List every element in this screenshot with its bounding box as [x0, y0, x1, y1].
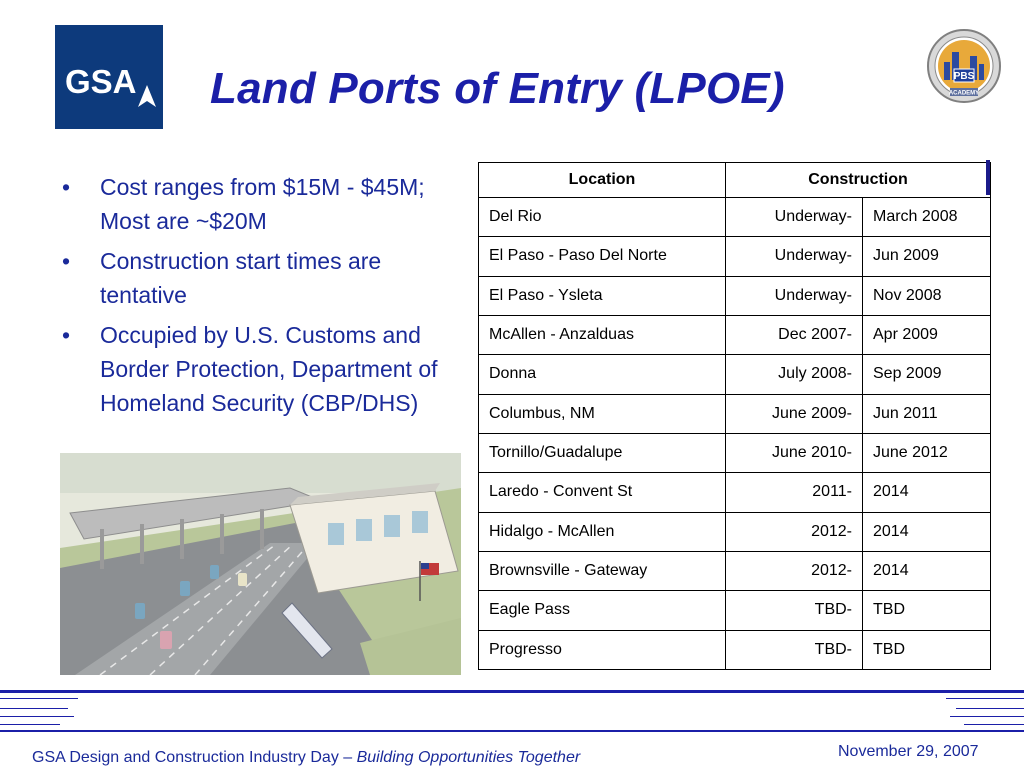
- footer-date: November 29, 2007: [838, 743, 979, 760]
- footer-tagline: Building Opportunities Together: [356, 749, 581, 766]
- star-icon: [138, 85, 156, 107]
- construction-start-cell: Underway-: [726, 276, 863, 315]
- table-row: [479, 394, 991, 433]
- construction-start-cell: 2012-: [726, 512, 863, 551]
- construction-start-cell: 2011-: [726, 473, 863, 512]
- footer-rule-left: [0, 698, 78, 699]
- footer-rule-main-2: [0, 730, 1024, 732]
- page-title: Land Ports of Entry (LPOE): [210, 64, 785, 113]
- construction-end-cell: TBD: [863, 630, 991, 669]
- construction-end-cell: Sep 2009: [863, 355, 991, 394]
- gsa-logo: [55, 25, 163, 129]
- svg-text:ACADEMY: ACADEMY: [948, 90, 980, 97]
- footer-rule-right: [956, 708, 1024, 709]
- table-row: [479, 551, 991, 590]
- table-row: [479, 315, 991, 354]
- header-marker: [986, 160, 990, 195]
- location-cell: Columbus, NM: [479, 394, 726, 433]
- location-cell: Progresso: [479, 630, 726, 669]
- construction-end-cell: Apr 2009: [863, 315, 991, 354]
- construction-start-cell: June 2009-: [726, 394, 863, 433]
- footer-rule-main: [0, 690, 1024, 693]
- location-cell: McAllen - Anzalduas: [479, 315, 726, 354]
- footer-rule-right: [964, 724, 1024, 725]
- construction-end-cell: Nov 2008: [863, 276, 991, 315]
- footer-rule-right: [950, 716, 1024, 717]
- location-cell: El Paso - Paso Del Norte: [479, 237, 726, 276]
- svg-text:PBS: PBS: [953, 71, 975, 82]
- port-of-entry-rendering: [60, 453, 461, 675]
- table-row: [479, 591, 991, 630]
- location-cell: Hidalgo - McAllen: [479, 512, 726, 551]
- gsa-logo-text: GSA: [65, 63, 137, 100]
- construction-end-cell: March 2008: [863, 198, 991, 237]
- location-cell: Brownsville - Gateway: [479, 551, 726, 590]
- construction-start-cell: Underway-: [726, 237, 863, 276]
- construction-start-cell: TBD-: [726, 591, 863, 630]
- pbs-academy-seal: [926, 24, 1002, 110]
- construction-start-cell: June 2010-: [726, 433, 863, 472]
- footer-rule-right: [946, 698, 1024, 699]
- location-cell: Laredo - Convent St: [479, 473, 726, 512]
- table-row: [479, 512, 991, 551]
- table-row: [479, 433, 991, 472]
- footer-rule-left: [0, 708, 68, 709]
- column-header-location: Location: [479, 163, 726, 198]
- footer-event-text: GSA Design and Construction Industry Day –: [32, 749, 357, 766]
- construction-start-cell: TBD-: [726, 630, 863, 669]
- footer-rule-left: [0, 716, 74, 717]
- bullet-list: [62, 170, 462, 426]
- location-cell: Donna: [479, 355, 726, 394]
- table-row: [479, 276, 991, 315]
- construction-end-cell: Jun 2011: [863, 394, 991, 433]
- table-header-row: [479, 163, 991, 198]
- construction-start-cell: Dec 2007-: [726, 315, 863, 354]
- construction-end-cell: Jun 2009: [863, 237, 991, 276]
- bullet-item: • Occupied by U.S. Customs and Border Protection, Department of Homeland Security (CBP/DHS): [62, 318, 462, 420]
- footer-rule-left: [0, 724, 60, 725]
- column-header-construction: Construction: [726, 163, 991, 198]
- construction-end-cell: 2014: [863, 551, 991, 590]
- location-cell: Del Rio: [479, 198, 726, 237]
- table-row: [479, 630, 991, 669]
- construction-start-cell: July 2008-: [726, 355, 863, 394]
- construction-end-cell: 2014: [863, 473, 991, 512]
- construction-start-cell: 2012-: [726, 551, 863, 590]
- lpoe-table: [478, 162, 991, 670]
- construction-end-cell: 2014: [863, 512, 991, 551]
- table-row: [479, 237, 991, 276]
- location-cell: Tornillo/Guadalupe: [479, 433, 726, 472]
- bullet-item: • Cost ranges from $15M - $45M; Most are ~$20M: [62, 170, 462, 238]
- location-cell: Eagle Pass: [479, 591, 726, 630]
- table-row: [479, 198, 991, 237]
- location-cell: El Paso - Ysleta: [479, 276, 726, 315]
- bullet-item: • Construction start times are tentative: [62, 244, 462, 312]
- table-row: [479, 473, 991, 512]
- construction-end-cell: TBD: [863, 591, 991, 630]
- table-row: [479, 355, 991, 394]
- footer-event: [32, 749, 580, 767]
- construction-start-cell: Underway-: [726, 198, 863, 237]
- construction-end-cell: June 2012: [863, 433, 991, 472]
